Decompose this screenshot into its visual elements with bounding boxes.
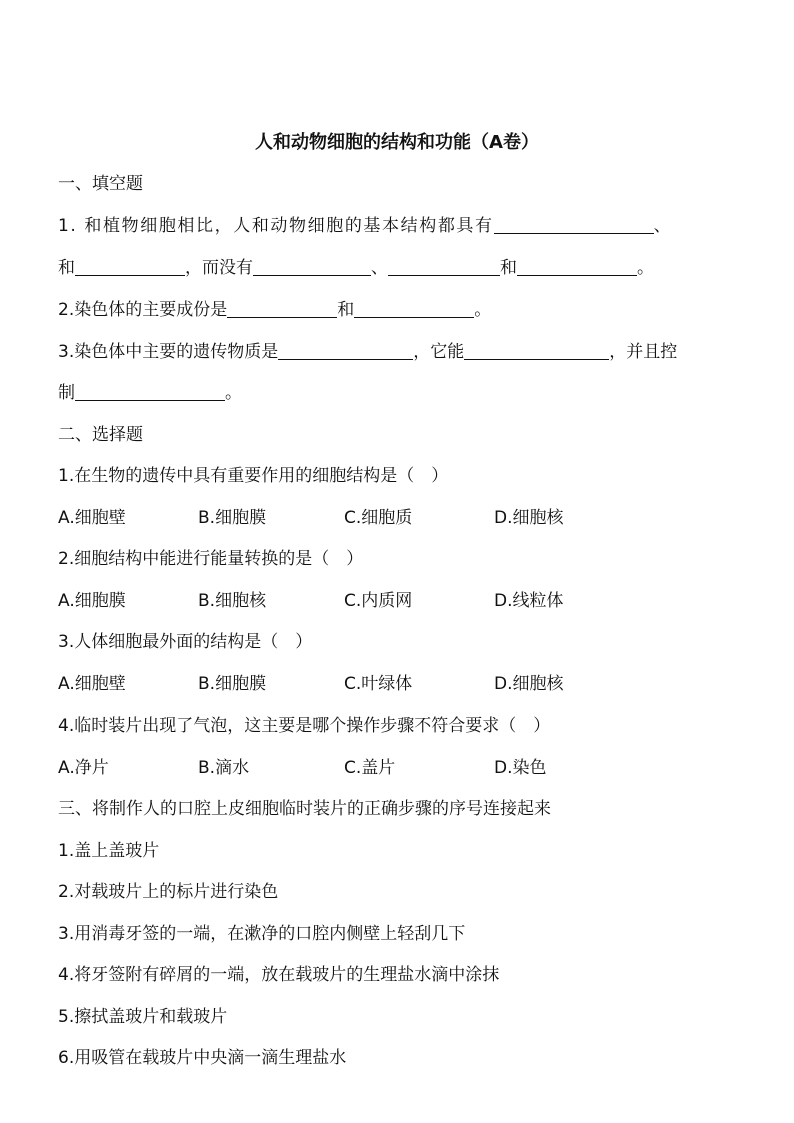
section-heading-ordering: 三、将制作人的口腔上皮细胞临时装片的正确步骤的序号连接起来	[58, 799, 551, 819]
fill-question-1-line-1	[58, 214, 736, 238]
option-d[interactable]: D.细胞核	[494, 508, 564, 528]
q1-text-part2: 和	[58, 258, 75, 278]
fill-question-2	[58, 298, 736, 322]
q1-blank-2[interactable]	[75, 257, 185, 276]
q1-blank-3[interactable]	[253, 257, 371, 276]
q3-blank-3[interactable]	[75, 382, 225, 401]
ordering-step: 4.将牙签附有碎屑的一端，放在载玻片的生理盐水滴中涂抹	[58, 965, 500, 985]
page-title: 人和动物细胞的结构和功能（A卷）	[255, 132, 539, 153]
q2-blank-2[interactable]	[354, 299, 474, 318]
q3-text-part2: 制	[58, 383, 75, 403]
option-a[interactable]: A.净片	[58, 758, 109, 778]
option-a[interactable]: A.细胞膜	[58, 591, 126, 611]
q1-blank-5[interactable]	[517, 257, 637, 276]
section-heading-multiple-choice: 二、选择题	[58, 425, 143, 445]
section-heading-fill-blank: 一、填空题	[58, 174, 143, 194]
choice-question-3: 3.人体细胞最外面的结构是（ ）	[58, 632, 313, 652]
q2-sep: 和	[337, 300, 355, 320]
q1-text-part1: 1. 和植物细胞相比，人和动物细胞的基本结构都具有	[58, 216, 494, 236]
q3-blank-1[interactable]	[278, 341, 413, 360]
option-b[interactable]: B.滴水	[198, 758, 250, 778]
q2-blank-1[interactable]	[227, 299, 337, 318]
option-c[interactable]: C.叶绿体	[344, 674, 413, 694]
q1-sep-1: 、	[653, 216, 673, 236]
q1-end: 。	[637, 258, 654, 278]
option-c[interactable]: C.内质网	[344, 591, 413, 611]
choice-question-4: 4.临时装片出现了气泡，这主要是哪个操作步骤不符合要求（ ）	[58, 716, 551, 736]
q1-blank-1[interactable]	[494, 215, 654, 234]
option-b[interactable]: B.细胞膜	[198, 674, 267, 694]
ordering-step: 1.盖上盖玻片	[58, 841, 160, 861]
option-b[interactable]: B.细胞膜	[198, 508, 267, 528]
option-d[interactable]: D.染色	[494, 758, 547, 778]
q2-end: 。	[474, 300, 492, 320]
q1-sep-4: 和	[500, 258, 517, 278]
q2-text: 2.染色体的主要成份是	[58, 300, 228, 320]
ordering-step: 5.擦拭盖玻片和载玻片	[58, 1007, 228, 1027]
option-d[interactable]: D.细胞核	[494, 674, 564, 694]
ordering-step: 6.用吸管在载玻片中央滴一滴生理盐水	[58, 1048, 347, 1068]
q3-text: 3.染色体中主要的遗传物质是	[58, 342, 279, 362]
q1-sep-3: 、	[371, 258, 388, 278]
fill-question-1-line-2	[58, 256, 736, 280]
option-d[interactable]: D.线粒体	[494, 591, 564, 611]
q3-sep-1: ，它能	[413, 342, 465, 362]
fill-question-3-line-2	[58, 381, 736, 405]
option-a[interactable]: A.细胞壁	[58, 674, 126, 694]
q3-end: 。	[225, 383, 242, 403]
fill-question-3-line-1	[58, 340, 736, 364]
choice-question-1: 1.在生物的遗传中具有重要作用的细胞结构是（ ）	[58, 466, 449, 486]
q1-sep-2: ，而没有	[185, 258, 253, 278]
option-c[interactable]: C.盖片	[344, 758, 396, 778]
option-c[interactable]: C.细胞质	[344, 508, 413, 528]
choice-question-2: 2.细胞结构中能进行能量转换的是（ ）	[58, 549, 364, 569]
ordering-step: 2.对载玻片上的标片进行染色	[58, 882, 279, 902]
option-a[interactable]: A.细胞壁	[58, 508, 126, 528]
option-b[interactable]: B.细胞核	[198, 591, 267, 611]
q3-sep-2: ，并且控	[609, 342, 678, 362]
q3-blank-2[interactable]	[464, 341, 609, 360]
ordering-step: 3.用消毒牙签的一端，在漱净的口腔内侧壁上轻刮几下	[58, 924, 466, 944]
q1-blank-4[interactable]	[388, 257, 500, 276]
